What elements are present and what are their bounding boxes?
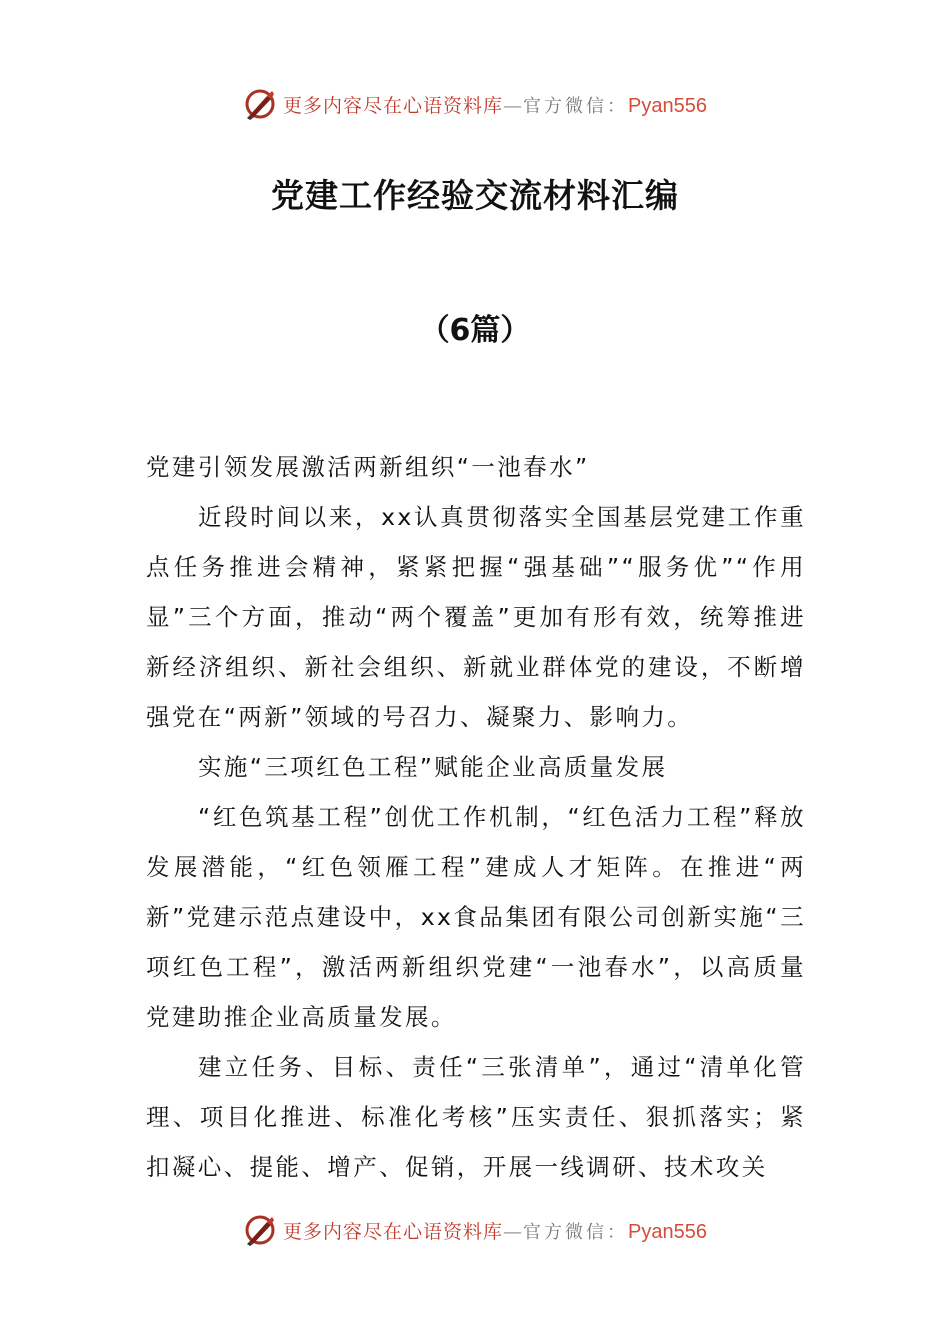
footer-watermark-banner xyxy=(0,1208,950,1252)
header-banner-text xyxy=(283,91,707,118)
section-heading: 党建引领发展激活两新组织“一池春水” xyxy=(146,453,590,481)
footer-brand: 更多内容尽在心语资料库 xyxy=(283,1220,504,1243)
footer-wechat-id: Pyan556 xyxy=(628,1220,707,1243)
document-subtitle: （6篇） xyxy=(419,313,531,348)
footer-dash: — xyxy=(503,1220,524,1243)
header-wechat-id: Pyan556 xyxy=(628,94,707,117)
header-label: 官方微信： xyxy=(523,95,629,117)
header-brand: 更多内容尽在心语资料库 xyxy=(283,94,504,117)
header-watermark-banner xyxy=(0,82,950,126)
paragraph-1: 近段时间以来，xx认真贯彻落实全国基层党建工作重点任务推进会精神，紧紧把握“强基础”“服务优”“作用显”三个方面，推动“两个覆盖”更加有形有效，统筹推进新经济组织、新社会组织、新就业群体党的建设，不断增强党在“两新”领域的号召力、凝聚力、影响力。 xyxy=(146,503,806,731)
document-title: 党建工作经验交流材料汇编 xyxy=(271,176,679,215)
paragraph-4: 建立任务、目标、责任“三张清单”，通过“清单化管理、项目化推进、标准化考核”压实责任、狠抓落实；紧扣凝心、提能、增产、促销，开展一线调研、技术攻关 xyxy=(146,1053,806,1181)
document-body xyxy=(146,442,806,1192)
footer-label: 官方微信： xyxy=(523,1221,629,1243)
paragraph-3: “红色筑基工程”创优工作机制，“红色活力工程”释放发展潜能，“红色领雁工程”建成人才矩阵。在推进“两新”党建示范点建设中，xx食品集团有限公司创新实施“三项红色工程”，激活两新组织党建“一池春水”，以高质量党建助推企业高质量发展。 xyxy=(146,803,806,1031)
paragraph-2-subheading: 实施“三项红色工程”赋能企业高质量发展 xyxy=(198,753,668,781)
pen-circle-logo-icon xyxy=(243,1213,277,1247)
pen-circle-logo-icon xyxy=(243,87,277,121)
footer-banner-text xyxy=(283,1217,707,1244)
header-dash: — xyxy=(503,94,524,117)
